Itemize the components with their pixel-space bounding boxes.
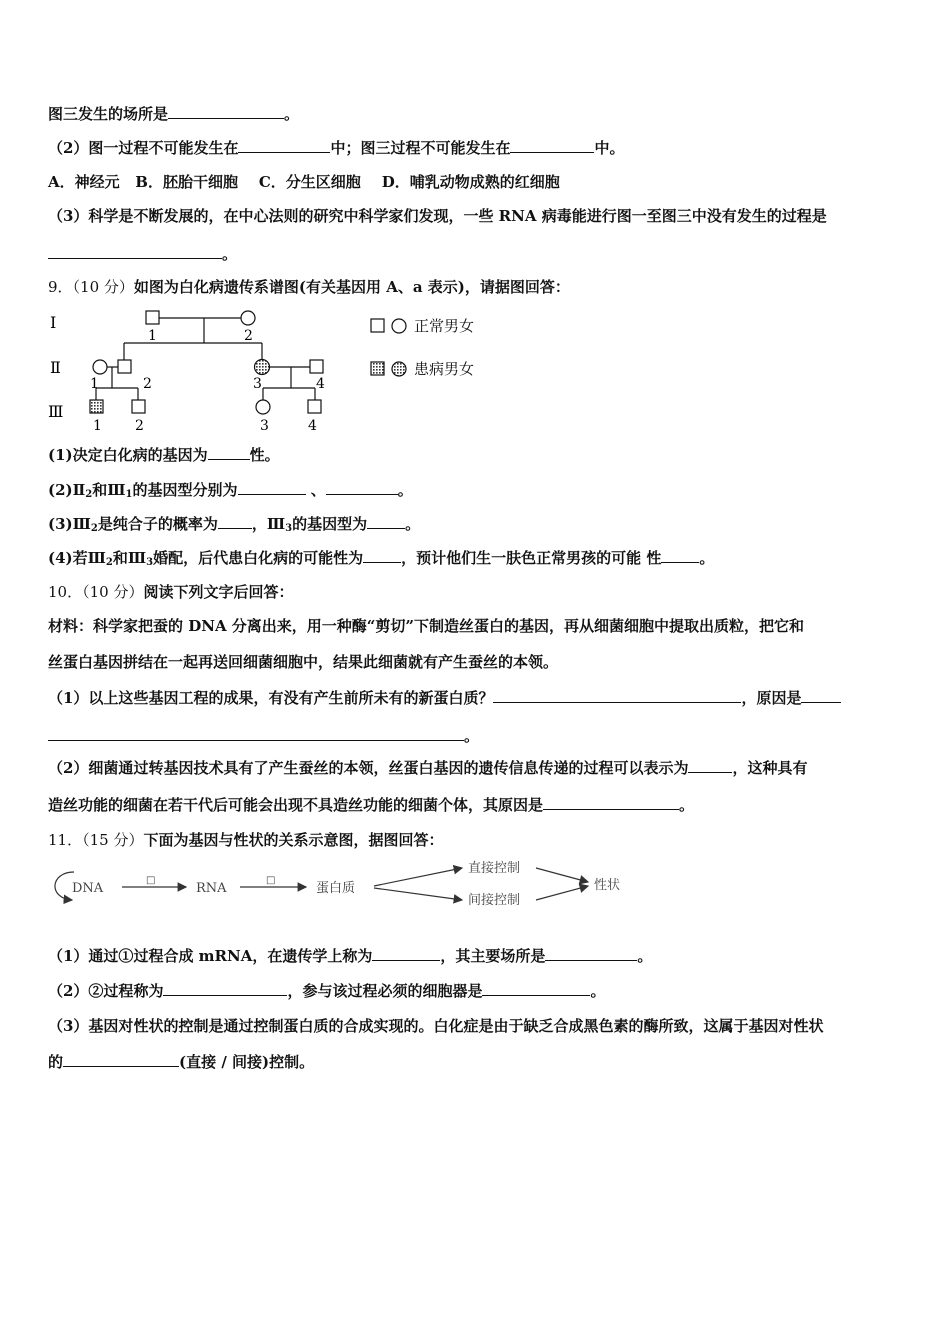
q10-sub-2-cont [48, 795, 694, 815]
q10-s2-b: ，这种具有 [732, 759, 808, 777]
q9-s3-c: ，Ⅲ [251, 515, 286, 533]
q9-s4-e: 。 [699, 549, 715, 567]
q8-line-3: （3）科学是不断发展的，在中心法则的研究中科学家们发现，一些 RNA 病毒能进行图一至图三中没有发生的过程是 [48, 207, 827, 225]
arrow-to-direct [374, 868, 462, 886]
q11-blank-3[interactable] [63, 1052, 179, 1067]
q10-blank-1a[interactable] [493, 688, 741, 703]
gen2-num-2: 2 [143, 376, 152, 392]
q11-s1-b: ，其主要场所是 [440, 947, 546, 965]
gen-label-1: Ⅰ [50, 313, 57, 332]
q11-blank-1a[interactable] [372, 946, 440, 961]
arrow-indirect-trait [536, 886, 588, 900]
protein-label: 蛋白质 [316, 881, 356, 896]
legend-normal-icon [370, 317, 408, 335]
q11-s1-a: （1）通过①过程合成 mRNA，在遗传学上称为 [48, 947, 373, 965]
gen3-num-1: 1 [93, 418, 102, 434]
q9-s2-e: 。 [397, 481, 413, 499]
legend-affected [370, 358, 474, 379]
q9-s3-d: 的基因型为 [292, 515, 368, 533]
q9-s2-c: 的基因型分别为 [132, 481, 238, 499]
gen3-num-4: 4 [308, 418, 317, 434]
q11-s2-a: （2）②过程称为 [48, 982, 164, 1000]
gen2-num-1: 1 [90, 376, 99, 392]
q9-s1-end: 性。 [249, 446, 280, 464]
q8-line-4 [48, 244, 237, 264]
q8-line-1 [48, 104, 299, 124]
q9-s2-b: 和Ⅲ [92, 481, 126, 499]
q8-blank-2a[interactable] [238, 138, 330, 153]
q11-s2-c: 。 [590, 982, 606, 1000]
q9-s3-a: (3)Ⅲ [48, 515, 91, 533]
q10-number: 10．（10 分） [48, 583, 144, 601]
gen3-num-3: 3 [260, 418, 269, 434]
legend-normal-label: 正常男女 [414, 317, 475, 335]
q8-blank-site[interactable] [168, 104, 284, 119]
step2-label: □ [266, 875, 276, 886]
legend-normal [370, 315, 474, 336]
legend-affected-label: 患病男女 [414, 360, 475, 378]
q8-period-3: 。 [222, 245, 238, 263]
q11-s1-c: 。 [637, 947, 653, 965]
gene-trait-diagram [44, 858, 634, 910]
q9-s4-d: ，预计他们生一肤色正常男孩的可能 性 [401, 549, 662, 567]
gen3-num-2: 2 [135, 418, 144, 434]
q10-material-1: 材料：科学家把蚕的 DNA 分离出来，用一种酶“剪切”下制造丝蛋白的基因，再从细菌细胞中提取出质粒，把它和 [48, 617, 805, 635]
q9-blank-1[interactable] [208, 445, 250, 460]
q8-options: A．神经元 B．胚胎干细胞 C．分生区细胞 D．哺乳动物成熟的红细胞 [48, 173, 560, 191]
q9-s4-a: (4)若Ⅲ [48, 549, 106, 567]
q10-s2-d: 。 [679, 796, 695, 814]
q9-sub-1 [48, 445, 280, 465]
rna-label: RNA [196, 881, 227, 896]
q9-s3-e: 。 [405, 515, 421, 533]
q10-s1-b: ，原因是 [741, 689, 802, 707]
gen1-num-1: 1 [148, 328, 157, 344]
q8-text-2b: 中；图三过程不可能发生在 [330, 139, 511, 157]
q11-sub-3: （3）基因对性状的控制是通过控制蛋白质的合成实现的。白化症是由于缺乏合成黑色素的酶所致，这属于基因对性状 [48, 1017, 824, 1035]
q11-s2-b: ，参与该过程必须的细胞器是 [287, 982, 483, 1000]
q11-number: 11．（15 分） [48, 831, 144, 849]
q11-blank-2b[interactable] [482, 981, 590, 996]
q9-blank-4b[interactable] [661, 548, 699, 563]
q8-blank-2b[interactable] [510, 138, 594, 153]
direct-control-label: 直接控制 [468, 861, 521, 876]
gen3-affected-male-1 [90, 400, 103, 413]
q11-blank-2a[interactable] [163, 981, 287, 996]
q9-blank-2b[interactable] [326, 480, 398, 495]
q9-sub-4 [48, 548, 714, 573]
q11-sub-3-cont [48, 1052, 314, 1072]
pedigree-chart [40, 306, 380, 434]
q8-blank-3[interactable] [48, 244, 222, 259]
gen2-affected-female-3 [255, 360, 270, 375]
q11-title: 下面为基因与性状的关系示意图，据图回答： [143, 831, 444, 849]
gen2-num-4: 4 [316, 376, 325, 392]
q11-heading [48, 830, 443, 850]
q10-s1-end: 。 [464, 727, 480, 745]
q9-sub-3 [48, 514, 420, 539]
gen1-male-1 [146, 311, 159, 324]
q9-blank-4a[interactable] [363, 548, 401, 563]
q9-sub-2 [48, 480, 413, 505]
q10-blank-1c[interactable] [48, 726, 464, 741]
step1-label: □ [146, 875, 156, 886]
q9-s3-b: 是纯合子的概率为 [97, 515, 218, 533]
gen1-female-2 [241, 311, 255, 325]
gen-label-2: Ⅱ [50, 358, 61, 377]
q8-line-2 [48, 138, 624, 158]
q9-s4-sub1: 2 [105, 557, 113, 568]
gen-label-3: Ⅲ [48, 402, 64, 421]
gen2-num-3: 3 [253, 376, 262, 392]
q9-title: 如图为白化病遗传系谱图(有关基因用 A、a 表示)，请据图回答： [133, 278, 570, 296]
q9-s4-c: 婚配，后代患白化病的可能性为 [153, 549, 364, 567]
q11-sub-2 [48, 981, 605, 1001]
q9-s4-b: 和Ⅲ [112, 549, 147, 567]
q9-number: 9．（10 分） [48, 278, 134, 296]
q9-s3-sub1: 2 [90, 523, 98, 534]
arrow-direct-trait [536, 868, 588, 882]
arrow-to-indirect [374, 888, 462, 900]
q9-s1-text: (1)决定白化病的基因为 [48, 446, 208, 464]
gen3-male-4 [308, 400, 321, 413]
q11-sub-1 [48, 946, 652, 966]
q11-s3-b: 的 [48, 1053, 64, 1071]
q9-s2-sub2: 1 [125, 489, 133, 500]
q10-blank-1b[interactable] [801, 688, 841, 703]
q8-text-site: 图三发生的场所是 [48, 105, 169, 123]
trait-label: 性状 [594, 878, 621, 893]
gen2-female-1 [93, 360, 107, 374]
legend-affected-icon [370, 360, 408, 378]
q10-s2-a: （2）细菌通过转基因技术具有了产生蚕丝的本领，丝蛋白基因的遗传信息传递的过程可以表示为 [48, 759, 689, 777]
q10-material-2: 丝蛋白基因拼结在一起再送回细菌细胞中，结果此细菌就有产生蚕丝的本领。 [48, 653, 559, 671]
q9-blank-3a[interactable] [218, 514, 252, 529]
q9-s2-sub1: 2 [85, 489, 93, 500]
q10-sub-1 [48, 688, 841, 708]
q8-text-2c: 中。 [594, 139, 625, 157]
q9-heading [48, 277, 570, 297]
gen2-male-2 [118, 360, 131, 373]
q8-text-2a: （2）图一过程不可能发生在 [48, 139, 239, 157]
q9-s2-d: 、 [305, 481, 326, 499]
gen3-female-3 [256, 400, 270, 414]
q11-blank-1b[interactable] [545, 946, 637, 961]
q11-s3-c: (直接 / 间接)控制。 [179, 1053, 315, 1071]
q9-blank-2a[interactable] [238, 480, 306, 495]
q10-blank-2a[interactable] [688, 758, 732, 773]
dna-label: DNA [72, 881, 104, 896]
gen1-num-2: 2 [244, 328, 253, 344]
q10-sub-2 [48, 758, 807, 778]
q10-heading [48, 582, 293, 602]
q10-s1-a: （1）以上这些基因工程的成果，有没有产生前所未有的新蛋白质？ [48, 689, 494, 707]
gen2-male-4 [310, 360, 323, 373]
q10-s2-c: 造丝功能的细菌在若干代后可能会出现不具造丝功能的细菌个体，其原因是 [48, 796, 544, 814]
q9-s3-sub2: 3 [285, 523, 293, 534]
q9-blank-3b[interactable] [367, 514, 405, 529]
q10-blank-2b[interactable] [543, 795, 679, 810]
q10-title: 阅读下列文字后回答： [143, 583, 294, 601]
q8-period: 。 [284, 105, 300, 123]
q9-s2-a: (2)Ⅱ [48, 481, 86, 499]
indirect-control-label: 间接控制 [468, 893, 521, 908]
gen3-male-2 [132, 400, 145, 413]
q9-s4-sub2: 3 [146, 557, 154, 568]
q10-sub-1-cont [48, 726, 479, 746]
